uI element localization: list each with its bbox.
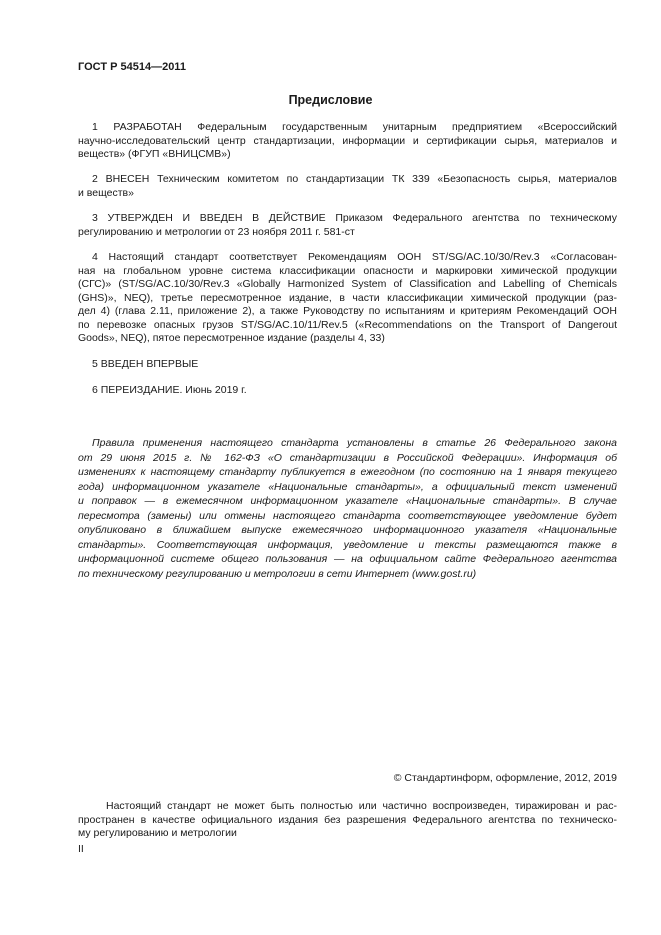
text-line: информационной системе общего пользования — на официальном сайте Федерального агентства: [78, 553, 617, 565]
text-line: 1 РАЗРАБОТАН Федеральным государственным унитарным предприятием «Всероссийский: [92, 121, 617, 133]
text-line: ная на глобальном уровне система классификации опасности и маркировки химической продукции: [78, 264, 617, 277]
text-line: 2 ВНЕСЕН Техническим комитетом по стандартизации ТК 339 «Безопасность сырья, материалов: [92, 173, 617, 185]
text-line: стандарты». Соответствующая информация, уведомление и тексты размещаются также в: [78, 538, 617, 551]
foreword-item-4: [78, 251, 617, 346]
text-line: 6 ПЕРЕИЗДАНИЕ. Июнь 2019 г.: [92, 384, 247, 396]
foreword-item-2: [78, 173, 617, 200]
page-number: II: [78, 843, 84, 855]
text-line: (GHS)», NEQ), третье пересмотренное издание, в части классификации химической продукции (раз-: [78, 291, 617, 304]
text-line: пространен в качестве официального издания без разрешения Федерального агентства по техническо-: [78, 813, 617, 826]
foreword-item-3: [78, 212, 617, 239]
copyright: © Стандартинформ, оформление, 2012, 2019: [393, 772, 617, 784]
text-line: по техническому регулированию и метрологии в сети Интернет (www.gost.ru): [78, 567, 477, 580]
standard-code: ГОСТ Р 54514—2011: [78, 61, 186, 73]
foreword-item-1: [78, 121, 617, 162]
text-line: от 29 июня 2015 г. № 162-ФЗ «О стандартизации в Российской Федерации». Информация об: [78, 451, 617, 464]
text-line: Настоящий стандарт не может быть полностью или частично воспроизведен, тиражирован и рас-: [106, 800, 617, 812]
text-line: по перевозке опасных грузов ST/SG/AC.10/11/Rev.5 («Recommendations on the Transport of Dangerout: [78, 318, 617, 331]
foreword-item-6: [78, 384, 617, 398]
text-line: дел 4) (глава 2.11, приложение 2), а также Руководству по испытаниям и критериям Рекомендаций ООН: [78, 305, 617, 317]
text-line: и поправок — в ежемесячном информационном указателе «Национальные стандарты». В случае: [78, 495, 617, 507]
text-line: пересмотра (замены) или отмены настоящего стандарта соответствующее уведомление будет: [78, 509, 617, 522]
text-line: опубликовано в ближайшем выпуске ежемесячного информационного указателя «Национальные: [78, 524, 617, 536]
text-line: научно-исследовательский центр стандартизации, информации и сертификации сырья, материалов и: [78, 134, 617, 147]
foreword-item-5: [78, 358, 617, 372]
text-line: изменениях к настоящему стандарту публикуется в ежегодном (по состоянию на 1 января текущего: [78, 466, 617, 478]
text-line: (СГС)» (ST/SG/AC.10/30/Rev.3 «Globally Harmonized System of Classification and Labelling of Chemicals: [78, 278, 617, 290]
text-line: Goods», NEQ), пятое пересмотренное издание (разделы 4, 33): [78, 332, 385, 344]
text-line: веществ» (ФГУП «ВНИЦСМВ»): [78, 148, 231, 160]
text-line: Правила применения настоящего стандарта установлены в статье 26 Федерального закона: [92, 437, 617, 449]
page-title: Предисловие: [288, 93, 373, 107]
text-line: 5 ВВЕДЕН ВПЕРВЫЕ: [92, 358, 199, 370]
text-line: 4 Настоящий стандарт соответствует Рекомендациям ООН ST/SG/AC.10/30/Rev.3 «Согласован-: [92, 251, 617, 263]
standard-application-notice: [78, 436, 617, 581]
text-line: года) информационном указателе «Национальные стандарты», а официальный текст изменений: [78, 480, 617, 493]
reproduction-notice: [78, 800, 617, 841]
text-line: регулированию и метрологии от 23 ноября 2011 г. 581-ст: [78, 225, 355, 238]
text-line: 3 УТВЕРЖДЕН И ВВЕДЕН В ДЕЙСТВИЕ Приказом Федерального агентства по техническому: [92, 212, 617, 224]
text-line: му регулированию и метрологии: [78, 827, 237, 839]
text-line: и веществ»: [78, 186, 134, 199]
